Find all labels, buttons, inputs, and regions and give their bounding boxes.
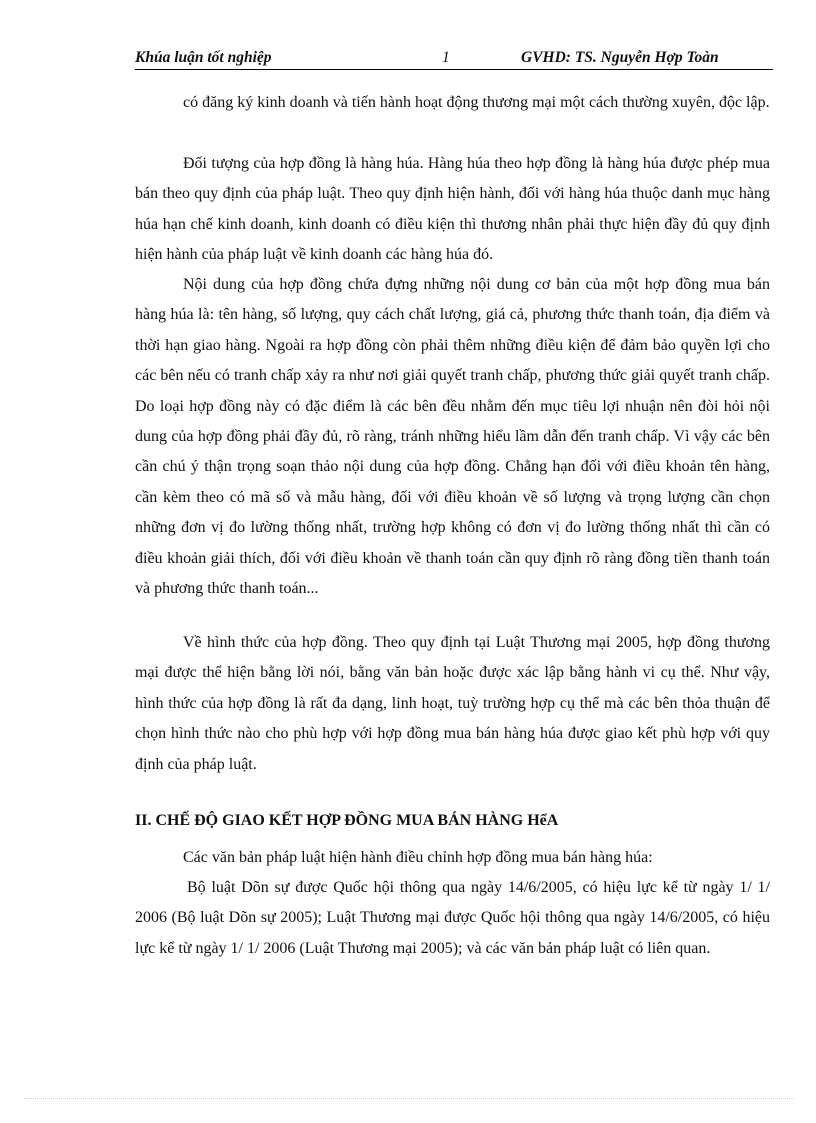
paragraph-contract-content: Nội dung của hợp đồng chứa đựng những nội dung cơ bản của một hợp đồng mua bán hàng húa là: tên hàng, số lượng, quy cách chất lượng, giá cả, phương thức thanh toán, địa điểm và thời hạn giao hàng. Ngoài ra hợp đồng còn phải thêm những điều kiện để đảm bảo quyền lợi cho các bên nếu có tranh chấp xảy ra như nơi giải quyết tranh chấp, phương thức giải quyết tranh chấp. Do loại hợp đồng này có đặc điểm là các bên đều nhằm đến mục tiêu lợi nhuận nên đòi hỏi nội dung của hợp đồng phải đầy đủ, rõ ràng, tránh những hiểu lầm dẫn đến tranh chấp. Vì vậy các bên cần chú ý thận trọng soạn thảo nội dung của hợp đồng. Chẳng hạn đối với điều khoản tên hàng, cần kèm theo có mã số và mẫu hàng, đối với điều khoản về số lượng và trọng lượng cần chọn những đơn vị đo lường thống nhất, trường hợp không có đơn vị đo lường thống nhất thì cần có điều khoản giải thích, đối với điều khoản về thanh toán cần quy định rõ ràng đồng tiền thanh toán và phương thức thanh toán... bbox=[135, 276, 770, 598]
paragraph-legal-documents-list: Bộ luật Dõn sự được Quốc hội thông qua ngày 14/6/2005, có hiệu lực kể từ ngày 1/ 1/ 2006 (Bộ luật Dõn sự 2005); Luật Thương mại được Quốc hội thông qua ngày 14/6/2005, có hiệu lực kể từ ngày 1/ 1/ 2006 (Luật Thương mại 2005); và các văn bản pháp luật có liên quan. bbox=[135, 879, 770, 957]
header-page-number: 1 bbox=[442, 49, 450, 66]
paragraph-contract-form: Về hình thức của hợp đồng. Theo quy định tại Luật Thương mại 2005, hợp đồng thương mại được thể hiện bằng lời nói, bằng văn bản hoặc được xác lập bằng hành vi cụ thể. Như vậy, hình thức của hợp đồng là rất đa dạng, linh hoạt, tuỳ trường hợp cụ thể mà các bên thỏa thuận để chọn hình thức nào cho phù hợp với hợp đồng mua bán hàng húa được giao kết phù hợp với quy định của pháp luật. bbox=[135, 634, 770, 773]
page-header bbox=[135, 47, 773, 70]
header-supervisor: GVHD: TS. Nguyễn Hợp Toàn bbox=[521, 49, 719, 66]
paragraph-legal-documents-intro: Các văn bản pháp luật hiện hành điều chỉnh hợp đồng mua bán hàng húa: bbox=[183, 849, 653, 866]
paragraph-contract-object: Đối tượng của hợp đồng là hàng húa. Hàng húa theo hợp đồng là hàng húa được phép mua bán theo quy định của pháp luật. Theo quy định hiện hành, đối với hàng húa thuộc danh mục hàng húa hạn chế kinh doanh, kinh doanh có điều kiện thì thương nhân phải thực hiện đầy đủ quy định hiện hành của pháp luật về kinh doanh các hàng húa đó. bbox=[135, 155, 770, 264]
paragraph-continuation: có đăng ký kinh doanh và tiến hành hoạt động thương mại một cách thường xuyên, độc lập. bbox=[183, 94, 770, 111]
page-bottom-divider bbox=[24, 1098, 794, 1099]
header-thesis-title: Khúa luận tốt nghiệp bbox=[135, 49, 272, 66]
section-heading: II. CHẾ ĐỘ GIAO KẾT HỢP ĐỒNG MUA BÁN HÀNG HểA bbox=[135, 812, 559, 829]
